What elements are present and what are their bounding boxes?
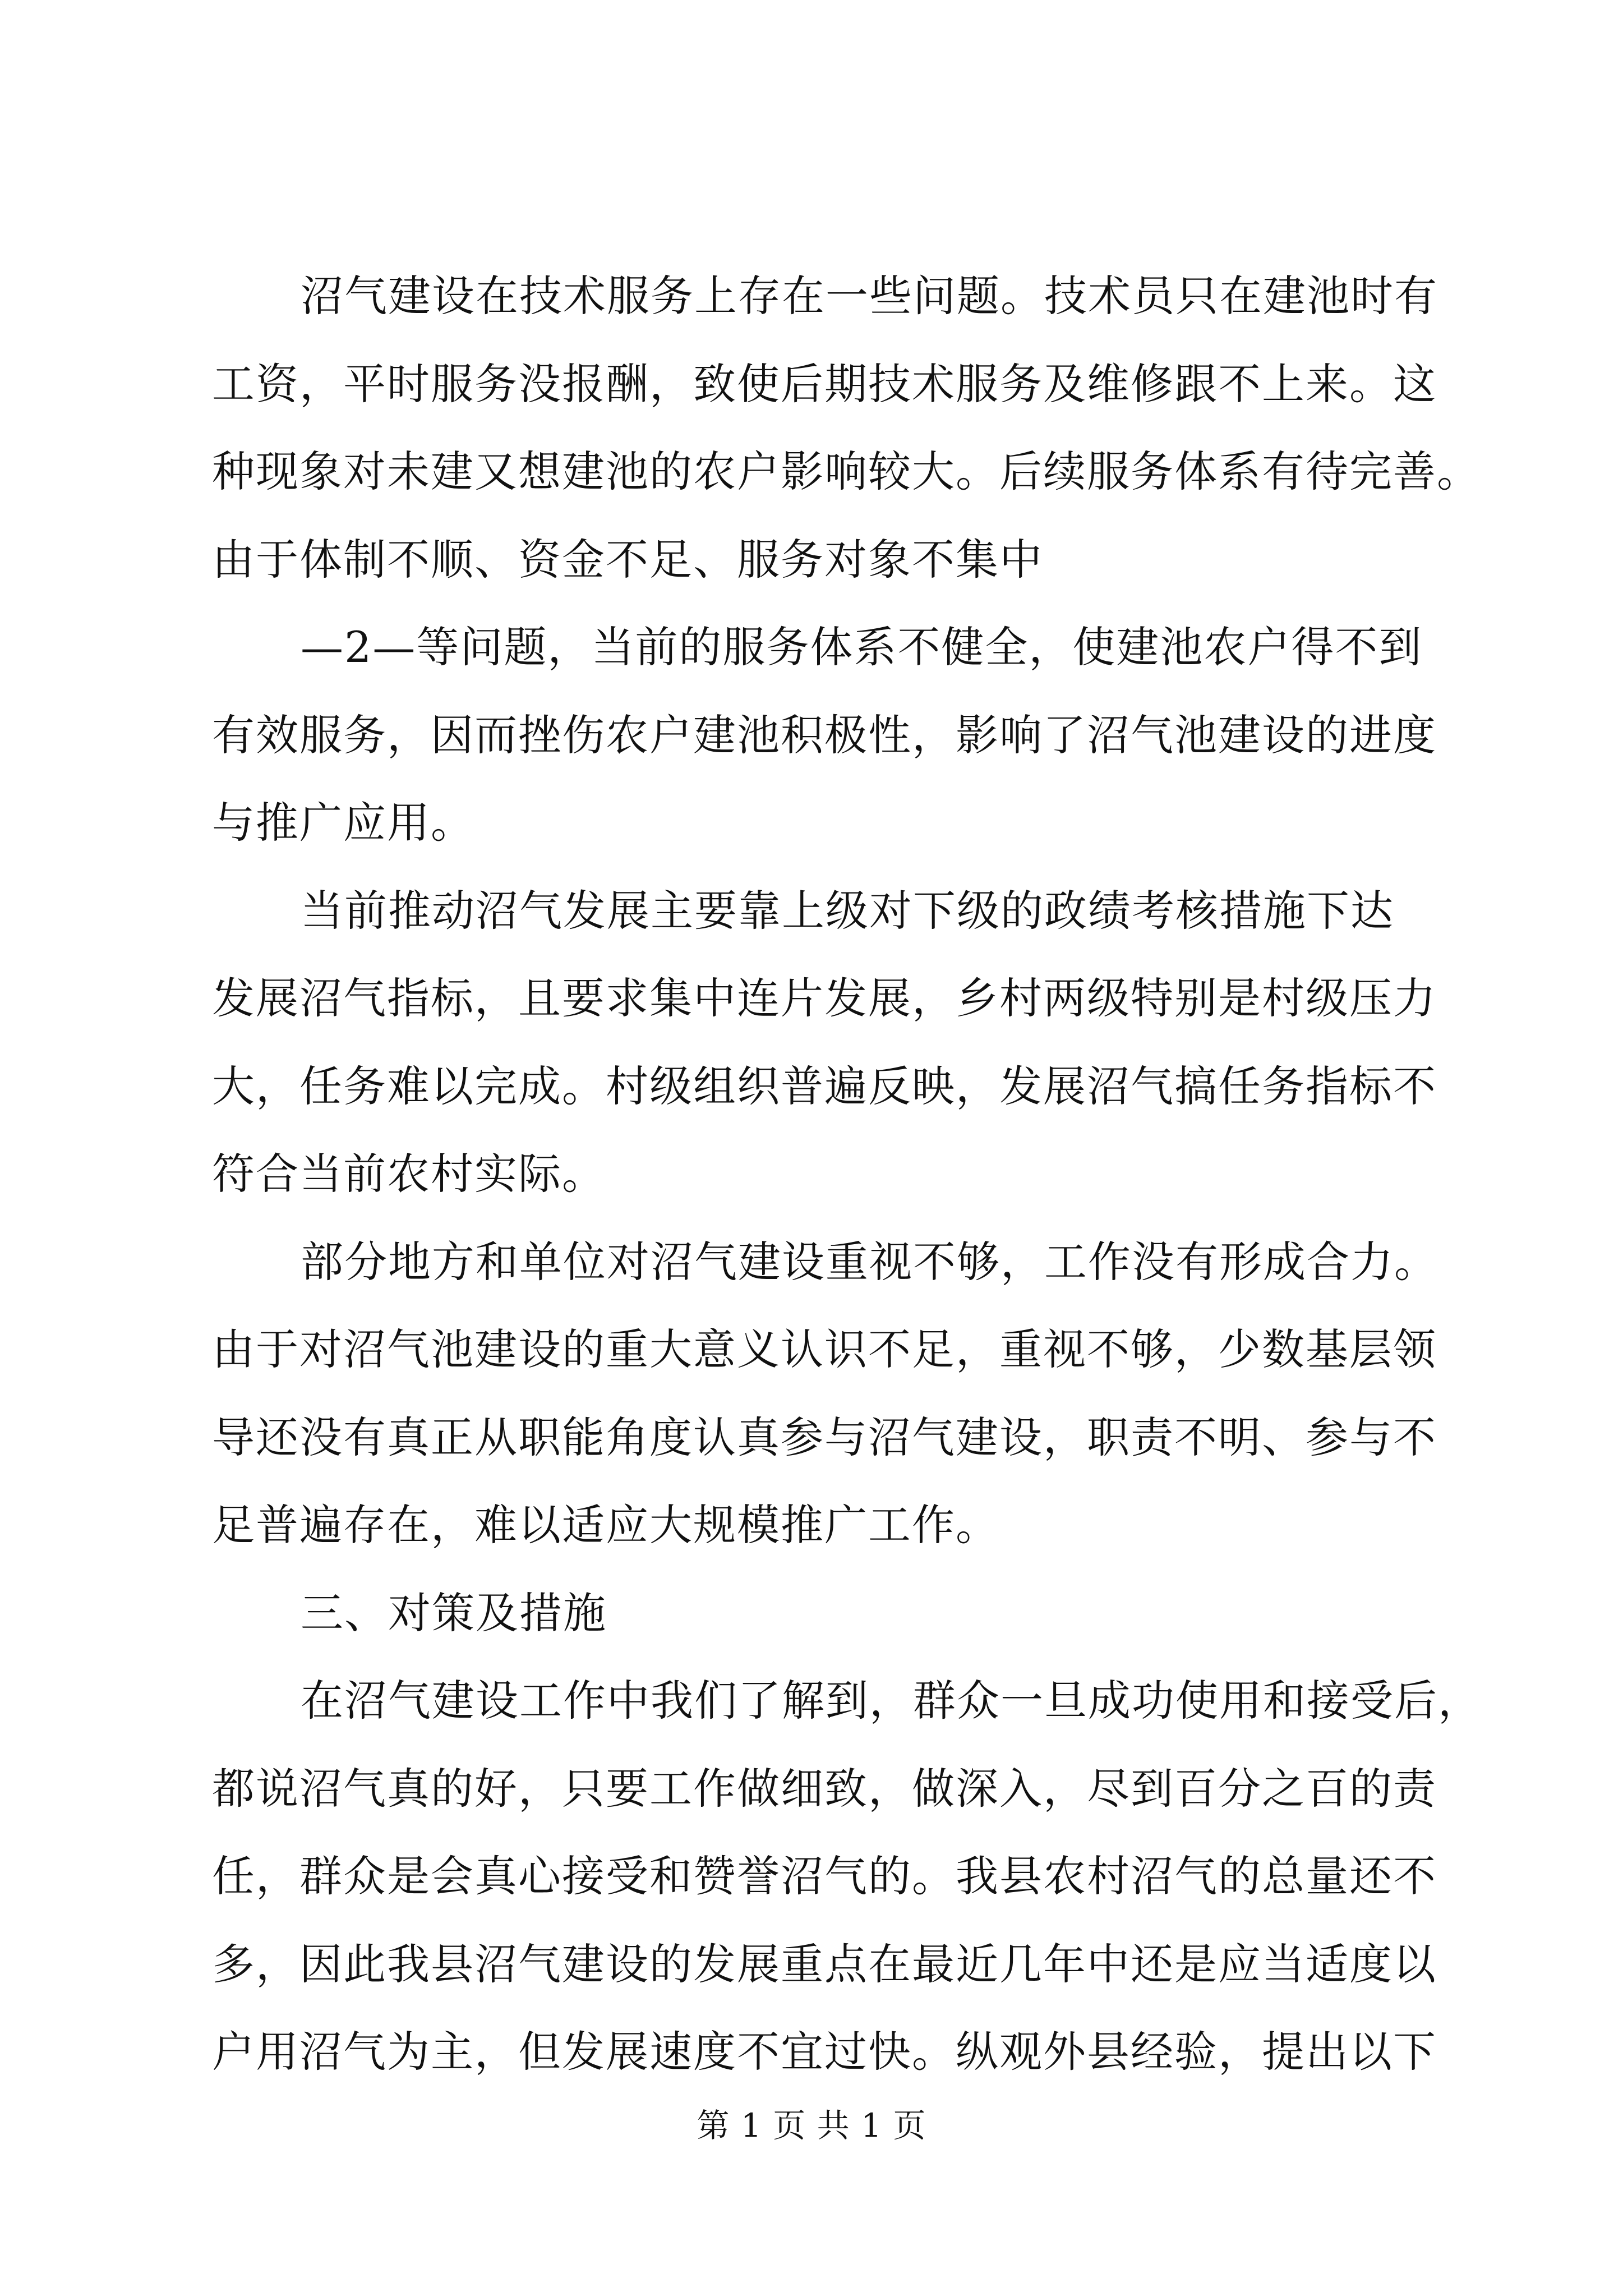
paragraph-line: 符合当前农村实际。 <box>212 1149 606 1199</box>
page-footer: 第 1 页 共 1 页 <box>697 2106 926 2145</box>
paragraph-line: 户用沼气为主，但发展速度不宜过快。纵观外县经验，提出以下 <box>212 2027 1437 2077</box>
paragraph-line: 部分地方和单位对沼气建设重视不够，工作没有形成合力。 <box>301 1236 1438 1287</box>
paragraph-line: —2—等问题，当前的服务体系不健全，使建池农户得不到 <box>301 622 1423 672</box>
paragraph-line: 种现象对未建又想建池的农户影响较大。后续服务体系有待完善。 <box>212 447 1481 496</box>
paragraph-line: 沼气建设在技术服务上存在一些问题。技术员只在建池时有 <box>301 271 1438 321</box>
paragraph-line: 由于对沼气池建设的重大意义认识不足，重视不够，少数基层领 <box>212 1324 1437 1374</box>
paragraph-line: 多，因此我县沼气建设的发展重点在最近几年中还是应当适度以 <box>212 1939 1437 1989</box>
document-body <box>212 252 1482 2096</box>
paragraph-line: 工资，平时服务没报酬，致使后期技术服务及维修跟不上来。这 <box>212 358 1437 409</box>
paragraph-line: 与推广应用。 <box>212 798 474 848</box>
paragraph-line: 当前推动沼气发展主要靠上级对下级的政绩考核措施下达 <box>301 885 1394 936</box>
paragraph-line: 有效服务，因而挫伤农户建池积极性，影响了沼气池建设的进度 <box>212 710 1437 760</box>
paragraph-line: 由于体制不顺、资金不足、服务对象不集中 <box>212 534 1043 585</box>
paragraph-line: 大，任务难以完成。村级组织普遍反映，发展沼气搞任务指标不 <box>212 1061 1437 1111</box>
paragraph-line: 在沼气建设工作中我们了解到，群众一旦成功使用和接受后， <box>301 1676 1482 1726</box>
paragraph-line: 任，群众是会真心接受和赞誉沼气的。我县农村沼气的总量还不 <box>212 1851 1437 1901</box>
paragraph-line: 导还没有真正从职能角度认真参与沼气建设，职责不明、参与不 <box>212 1412 1437 1462</box>
section-heading: 三、对策及措施 <box>301 1588 607 1638</box>
paragraph-line: 足普遍存在，难以适应大规模推广工作。 <box>212 1500 999 1550</box>
paragraph-line: 发展沼气指标，且要求集中连片发展，乡村两级特别是村级压力 <box>212 973 1437 1023</box>
paragraph-line: 都说沼气真的好，只要工作做细致，做深入，尽到百分之百的责 <box>212 1763 1437 1814</box>
